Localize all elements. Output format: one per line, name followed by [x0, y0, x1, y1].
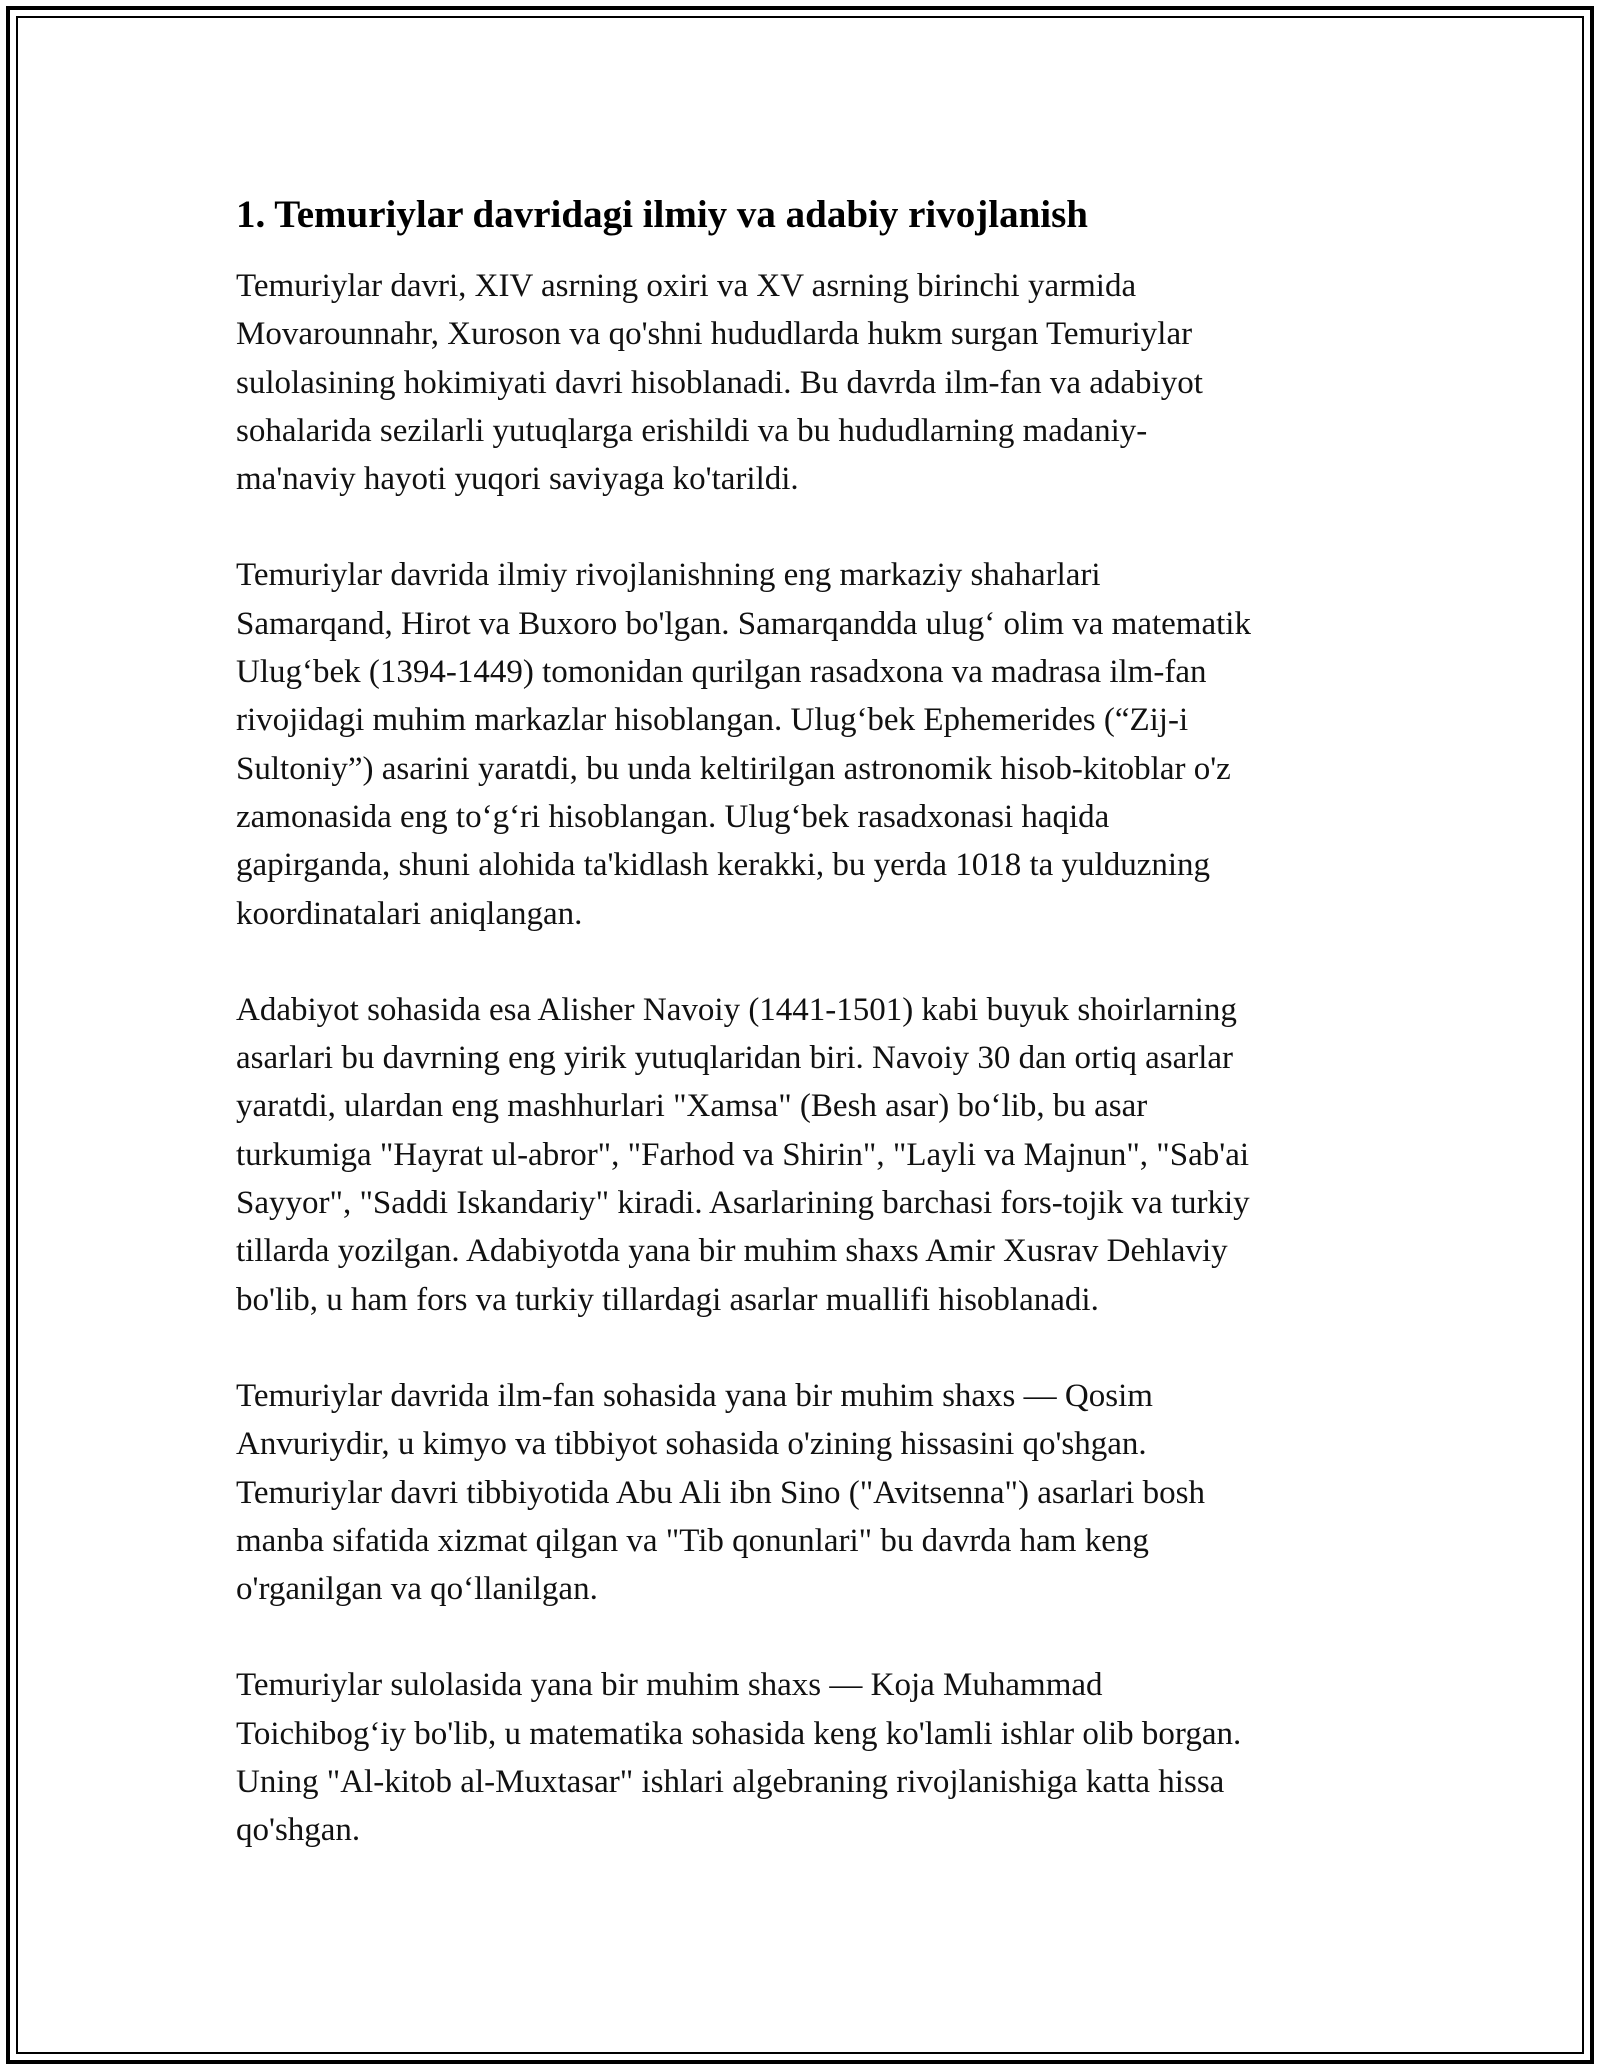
section-heading: 1. Temuriylar davridagi ilmiy va adabiy rivojlanish [236, 193, 1088, 236]
paragraph-line: Movarounnahr, Xuroson va qo'shni hududlarda hukm surgan Temuriylar [236, 316, 1193, 353]
paragraph-line: zamonasida eng to‘g‘ri hisoblangan. Ulug‘bek rasadxonasi haqida [236, 798, 1110, 835]
paragraph-line: sulolasining hokimiyati davri hisoblanadi. Bu davrda ilm-fan va adabiyot [236, 364, 1203, 401]
paragraph [236, 986, 1396, 1324]
paragraph-line: manba sifatida xizmat qilgan va "Tib qonunlari" bu davrda ham keng [236, 1522, 1149, 1559]
paragraph-line: koordinatalari aniqlangan. [236, 895, 583, 932]
paragraph-line: sohalarida sezilarli yutuqlarga erishildi va bu hududlarning madaniy- [236, 412, 1148, 449]
paragraph [236, 551, 1396, 937]
paragraph-line: tillarda yozilgan. Adabiyotda yana bir muhim shaxs Amir Xusrav Dehlaviy [236, 1233, 1228, 1270]
paragraph-line: asarlari bu davrning eng yirik yutuqlaridan biri. Navoiy 30 dan ortiq asarlar [236, 1040, 1234, 1077]
paragraph-line: qo'shgan. [236, 1812, 361, 1849]
paragraph-line: yaratdi, ulardan eng mashhurlari "Xamsa" (Besh asar) bo‘lib, bu asar [236, 1088, 1148, 1125]
paragraph-line: bo'lib, u ham fors va turkiy tillardagi asarlar muallifi hisoblanadi. [236, 1281, 1099, 1318]
paragraph-line: o'rganilgan va qo‘llanilgan. [236, 1571, 598, 1608]
paragraph-line: ma'naviy hayoti yuqori saviyaga ko'tarildi. [236, 461, 799, 498]
paragraph-line: rivojidagi muhim markazlar hisoblangan. Ulug‘bek Ephemerides (“Zij-i [236, 702, 1189, 739]
paragraph-line: Toichibog‘iy bo'lib, u matematika sohasida keng ko'lamli ishlar olib borgan. [236, 1715, 1242, 1752]
paragraph-line: Uning "Al-kitob al-Muxtasar" ishlari algebraning rivojlanishiga katta hissa [236, 1764, 1225, 1801]
paragraph-line: Temuriylar davri, XIV asrning oxiri va XV asrning birinchi yarmida [236, 268, 1137, 304]
paragraph-line: turkumiga "Hayrat ul-abror", "Farhod va Shirin", "Layli va Majnun", "Sab'ai [236, 1136, 1250, 1173]
paragraph-line: gapirganda, shuni alohida ta'kidlash kerakki, bu yerda 1018 ta yulduzning [236, 847, 1211, 884]
document-body [236, 190, 1396, 1903]
paragraph-line: Temuriylar davri tibbiyotida Abu Ali ibn Sino ("Avitsenna") asarlari bosh [236, 1474, 1205, 1511]
paragraph-line: Sultoniy”) asarini yaratdi, bu unda keltirilgan astronomik hisob-kitoblar o'z [236, 750, 1231, 787]
paragraph [236, 1661, 1396, 1854]
paragraph-line: Temuriylar davrida ilm-fan sohasida yana bir muhim shaxs — Qosim [236, 1377, 1153, 1414]
paragraph-line: Sayyor", "Saddi Iskandariy" kiradi. Asarlarining barchasi fors-tojik va turkiy [236, 1185, 1250, 1222]
paragraph-line: Temuriylar davrida ilmiy rivojlanishning eng markaziy shaharlari [236, 557, 1101, 594]
paragraph-line: Ulug‘bek (1394-1449) tomonidan qurilgan rasadxona va madrasa ilm-fan [236, 654, 1207, 691]
paragraph-line: Anvuriydir, u kimyo va tibbiyot sohasida o'zining hissasini qo'shgan. [236, 1426, 1147, 1463]
paragraph-line: Adabiyot sohasida esa Alisher Navoiy (1441-1501) kabi buyuk shoirlarning [236, 991, 1237, 1028]
paragraph [236, 1372, 1396, 1613]
paragraph-list [236, 262, 1396, 1855]
paragraph [236, 262, 1396, 503]
paragraph-line: Samarqand, Hirot va Buxoro bo'lgan. Samarqandda ulug‘ olim va matematik [236, 605, 1251, 642]
paragraph-line: Temuriylar sulolasida yana bir muhim shaxs — Koja Muhammad [236, 1667, 1103, 1704]
